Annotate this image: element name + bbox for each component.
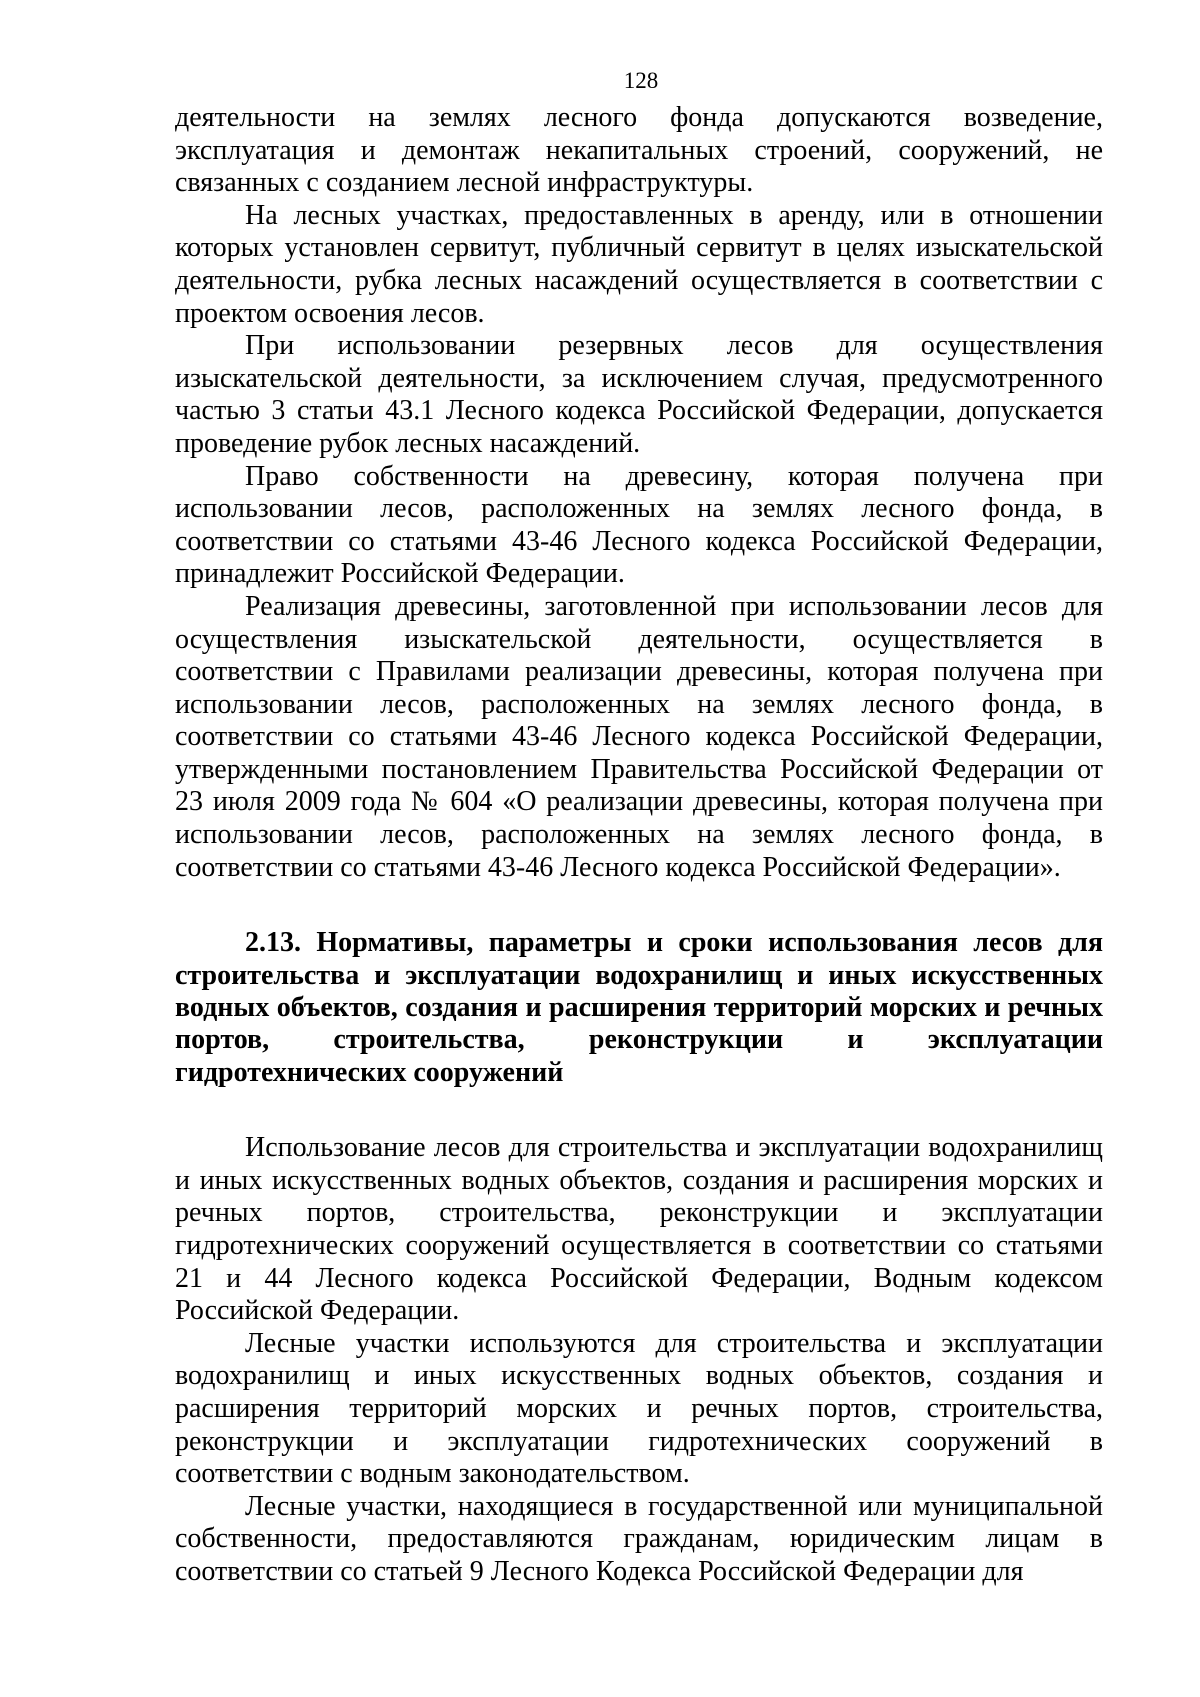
section-heading: 2.13. Нормативы, параметры и сроки использования лесов для строительства и эксплуатации водохранилищ и иных искусственных водных объектов, создания и расширения территорий морских и речных портов, строительства, реконструкции и эксплуатации гидротехнических сооружений xyxy=(175,927,1103,1088)
page-number: 128 xyxy=(623,68,659,93)
paragraph-reserve-forests: При использовании резервных лесов для осуществления изыскательской деятельности, за исключением случая, предусмотренного частью 3 статьи 43.1 Лесного кодекса Российской Федерации, допускается проведение рубок лесных насаждений. xyxy=(175,330,1103,459)
paragraph-ownership: Право собственности на древесину, которая получена при использовании лесов, расположенных на землях лесного фонда, в соответствии со статьями 43-46 Лесного кодекса Российской Федерации, принадлежит Российской Федерации. xyxy=(175,460,1103,590)
paragraph-forest-plots: Лесные участки используются для строительства и эксплуатации водохранилищ и иных искусственных водных объектов, создания и расширения территорий морских и речных портов, строительства, реконструкции и эксплуатации гидротехнических сооружений в соответствии с водным законодательством. xyxy=(175,1327,1103,1490)
paragraph-leased-plots: На лесных участках, предоставленных в аренду, или в отношении которых установлен сервитут, публичный сервитут в целях изыскательской деятельности, рубка лесных насаждений осуществляется в соответствии с проектом освоения лесов. xyxy=(175,199,1103,329)
paragraph-wood-sale: Реализация древесины, заготовленной при использовании лесов для осуществления изыскательской деятельности, осуществляется в соответствии с Правилами реализации древесины, которая получена при использовании лесов, расположенных на землях лесного фонда, в соответствии со статьями 43-46 Лесного кодекса Российской Федерации, утвержденными постановлением Правительства Российской Федерации от 23 июля 2009 года № 604 «О реализации древесины, которая получена при использовании лесов, расположенных на землях лесного фонда, в соответствии со статьями 43-46 Лесного кодекса Российской Федерации». xyxy=(175,590,1103,883)
paragraph-continuation: деятельности на землях лесного фонда допускаются возведение, эксплуатация и демонтаж некапитальных строений, сооружений, не связанных с созданием лесной инфраструктуры. xyxy=(175,102,1103,199)
paragraph-forest-use: Использование лесов для строительства и эксплуатации водохранилищ и иных искусственных водных объектов, создания и расширения морских и речных портов, строительства, реконструкции и эксплуатации гидротехнических сооружений осуществляется в соответствии со статьями 21 и 44 Лесного кодекса Российской Федерации, Водным кодексом Российской Федерации. xyxy=(175,1132,1103,1327)
paragraph-state-property: Лесные участки, находящиеся в государственной или муниципальной собственности, предоставляются гражданам, юридическим лицам в соответствии со статьей 9 Лесного Кодекса Российской Федерации для xyxy=(175,1490,1103,1587)
